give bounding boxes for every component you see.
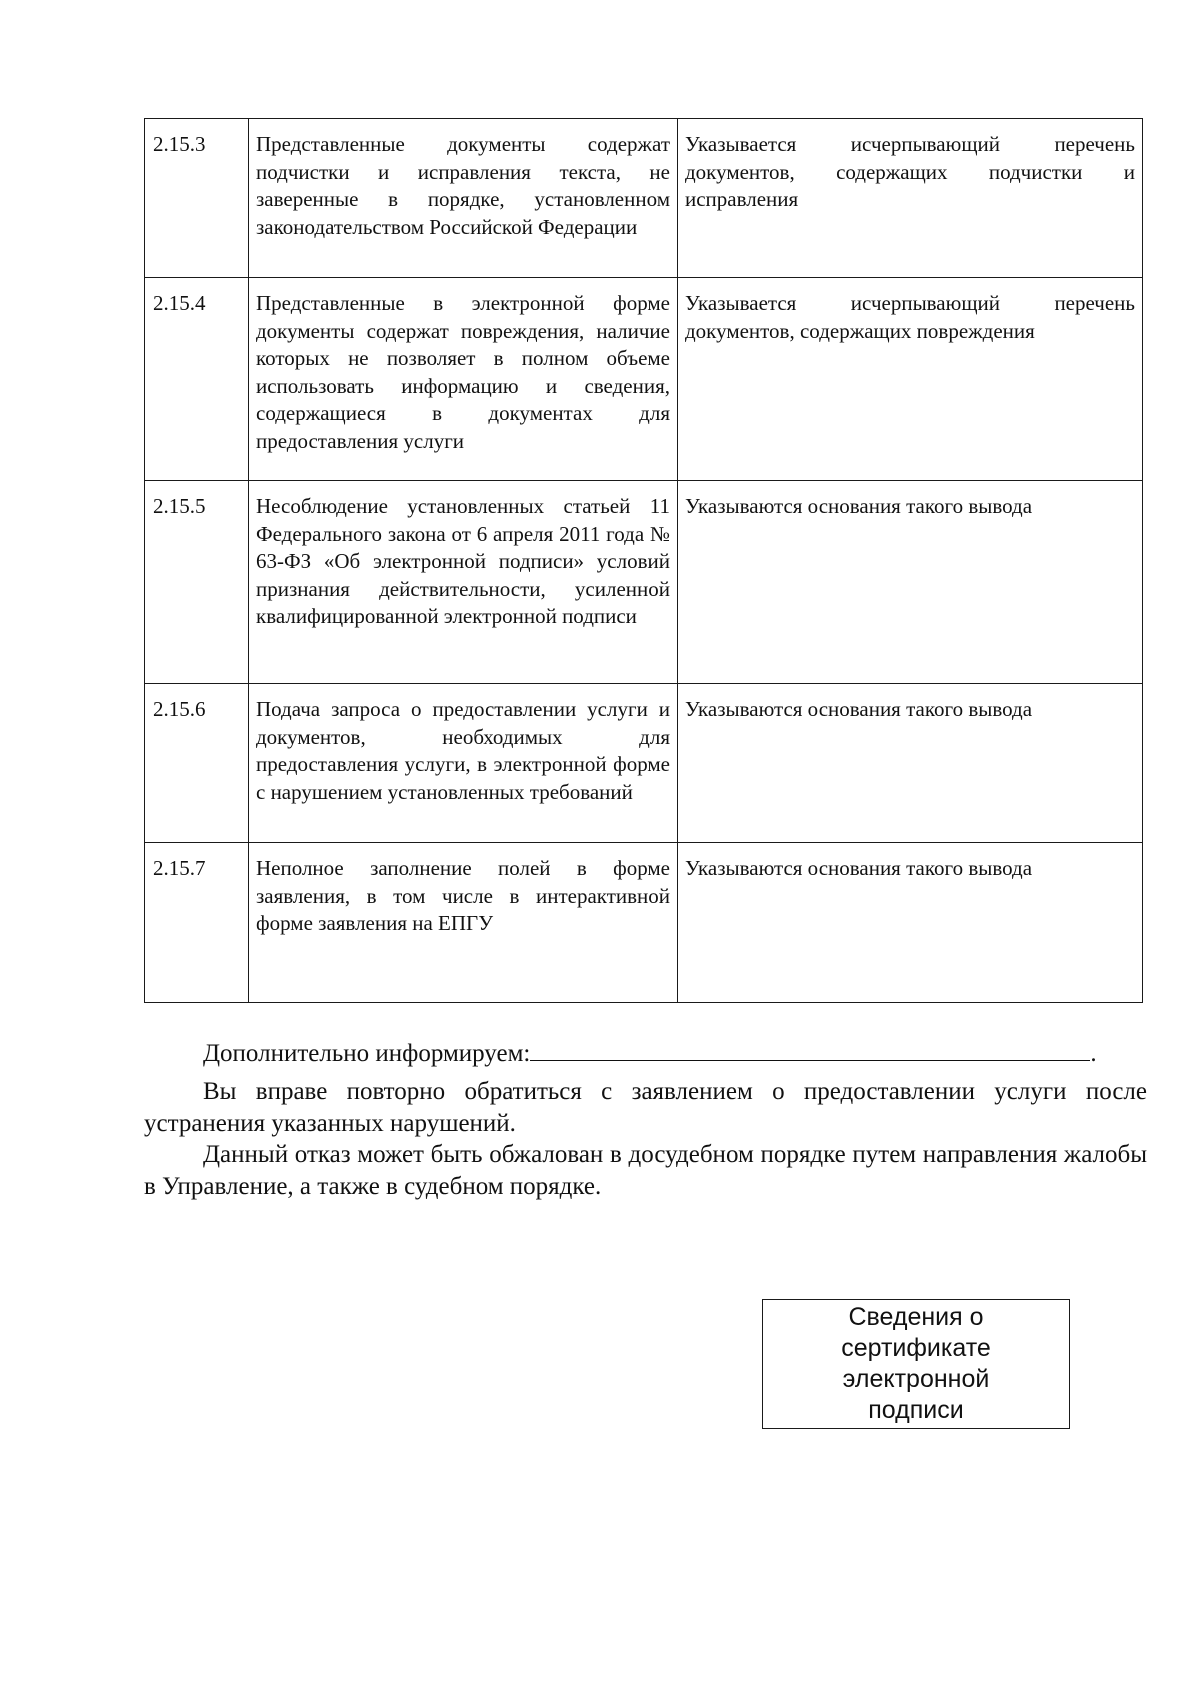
additional-info-line (203, 1038, 1143, 1070)
ground-reason: Представленные в электронной форме документы содержат повреждения, наличие которых не позволяет в полном объеме использовать информацию и сведения, содержащиеся в документах для предоставления услуги (249, 278, 678, 481)
signature-certificate-box (762, 1299, 1070, 1429)
ground-reason: Несоблюдение установленных статьей 11 Федерального закона от 6 апреля 2011 года № 63-ФЗ «Об электронной подписи» условий признания действительности, усиленной квалифицированной электронной подписи (249, 481, 678, 684)
ground-explanation: Указываются основания такого вывода (678, 843, 1143, 1003)
additional-info-label: Дополнительно информируем: (203, 1040, 531, 1067)
ground-number: 2.15.7 (145, 843, 249, 1003)
ground-explanation: Указываются основания такого вывода (678, 684, 1143, 843)
additional-info-blank-field (530, 1038, 1090, 1061)
signature-certificate-text: Сведения о сертификате электронной подписи (841, 1303, 991, 1424)
refusal-grounds-table (144, 118, 1143, 1003)
ground-number: 2.15.3 (145, 119, 249, 278)
table-row (145, 119, 1143, 278)
ground-number: 2.15.4 (145, 278, 249, 481)
table-row (145, 278, 1143, 481)
ground-explanation: Указывается исчерпывающий перечень документов, содержащих подчистки и исправления (678, 119, 1143, 278)
ground-number: 2.15.5 (145, 481, 249, 684)
ground-explanation: Указываются основания такого вывода (678, 481, 1143, 684)
table-row (145, 684, 1143, 843)
additional-info-end-mark: . (1090, 1040, 1097, 1067)
table-row (145, 481, 1143, 684)
ground-reason: Подача запроса о предоставлении услуги и документов, необходимых для предоставления услуги, в электронной форме с нарушением установленных требований (249, 684, 678, 843)
ground-reason: Представленные документы содержат подчистки и исправления текста, не заверенные в порядке, установленном законодательством Российской Федерации (249, 119, 678, 278)
repeat-application-paragraph: Вы вправе повторно обратиться с заявлением о предоставлении услуги после устранения указанных нарушений. (144, 1078, 1147, 1137)
appeal-paragraph: Данный отказ может быть обжалован в досудебном порядке путем направления жалобы в Управление, а также в судебном порядке. (144, 1141, 1147, 1200)
ground-number: 2.15.6 (145, 684, 249, 843)
ground-explanation: Указывается исчерпывающий перечень документов, содержащих повреждения (678, 278, 1143, 481)
table-row (145, 843, 1143, 1003)
ground-reason: Неполное заполнение полей в форме заявления, в том числе в интерактивной форме заявления на ЕПГУ (249, 843, 678, 1003)
